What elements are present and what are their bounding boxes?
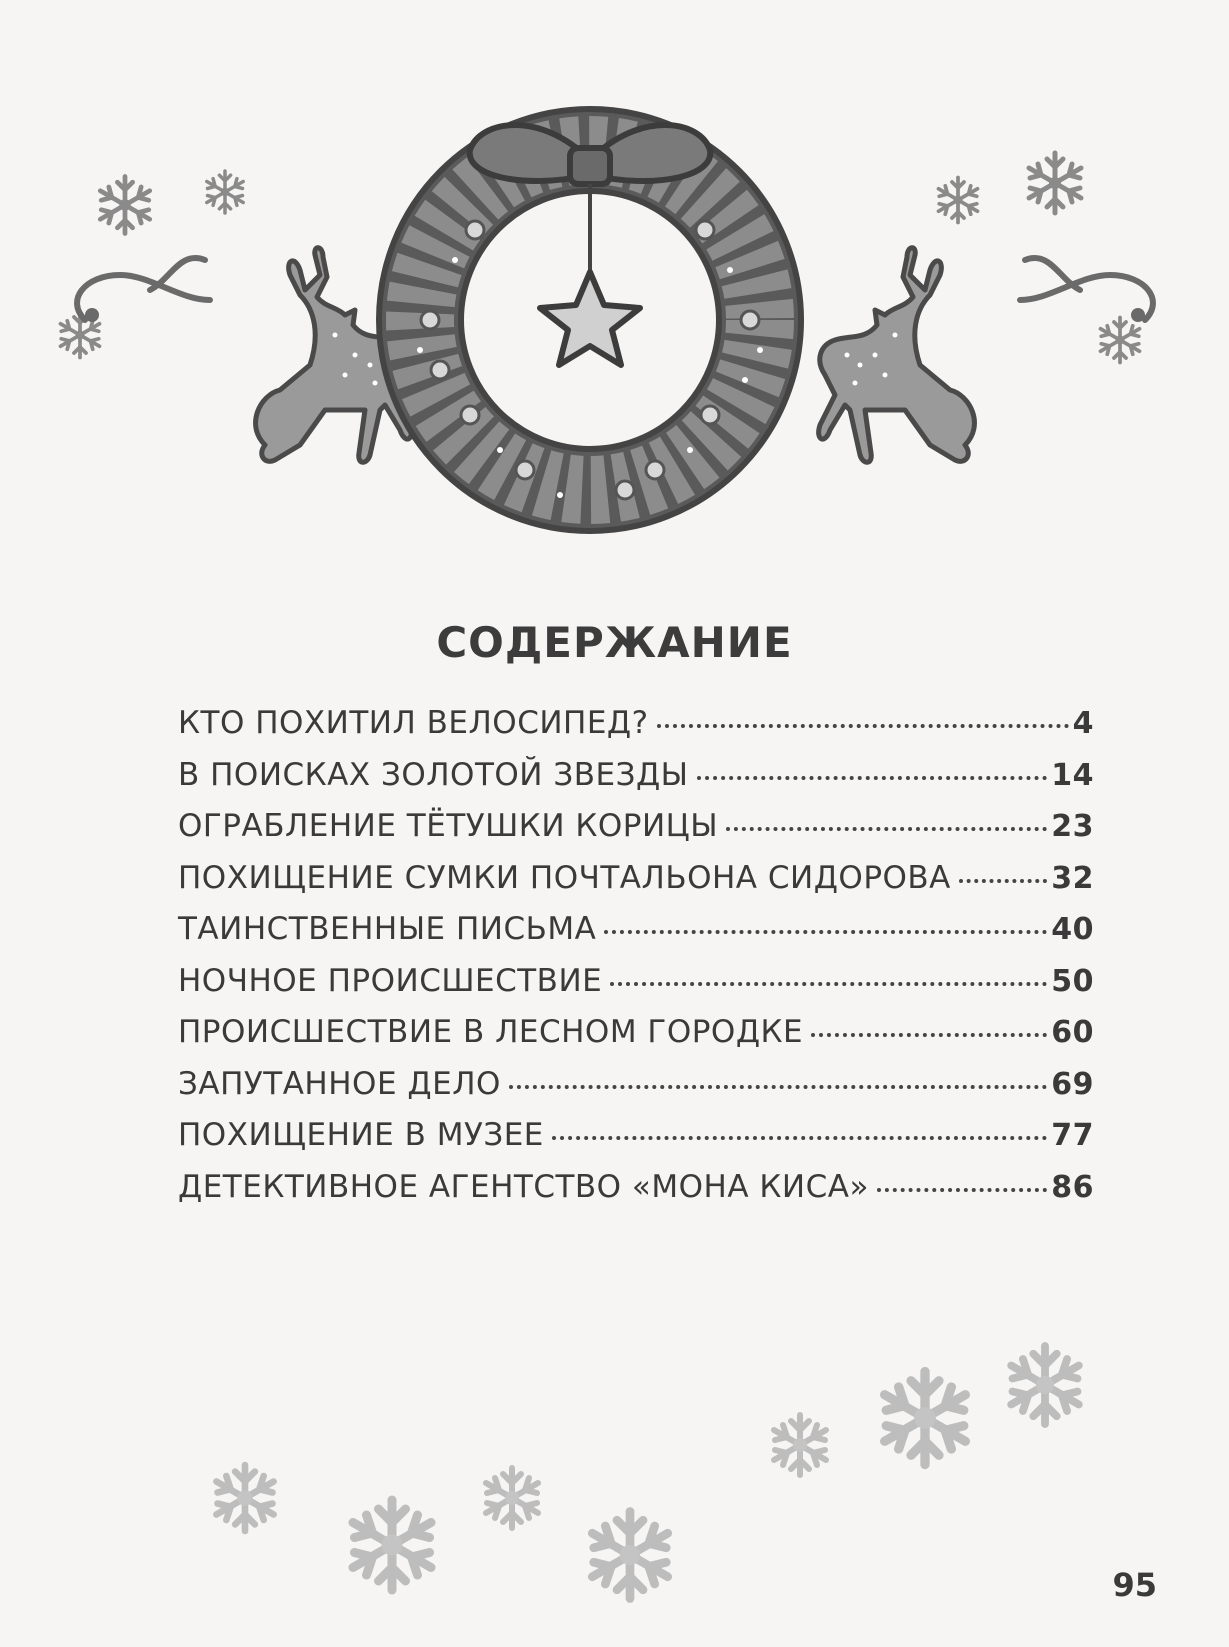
toc-entry[interactable] [178, 705, 1094, 757]
toc-entry-page: 50 [1051, 963, 1094, 999]
toc-entry-title: ТАИНСТВЕННЫЕ ПИСЬМА [178, 911, 597, 947]
dot-leader [877, 1188, 1047, 1192]
toc-entry[interactable] [178, 1169, 1094, 1221]
toc-entry-title: ДЕТЕКТИВНОЕ АГЕНТСТВО «МОНА КИСА» [178, 1168, 869, 1205]
dot-leader [726, 827, 1047, 831]
dot-leader [811, 1033, 1047, 1037]
table-of-contents [178, 705, 1094, 1220]
toc-entry-title: ОГРАБЛЕНИЕ ТЁТУШКИ КОРИЦЫ [178, 808, 719, 844]
dot-leader [509, 1085, 1047, 1089]
toc-entry-page: 32 [1051, 860, 1094, 896]
toc-entry-title: ПРОИСШЕСТВИЕ В ЛЕСНОМ ГОРОДКЕ [178, 1014, 804, 1050]
toc-entry[interactable] [178, 1117, 1094, 1169]
toc-entry[interactable] [178, 911, 1094, 963]
toc-entry-page: 4 [1072, 706, 1094, 741]
toc-entry[interactable] [178, 1014, 1094, 1066]
toc-entry[interactable] [178, 1066, 1094, 1118]
toc-entry[interactable] [178, 963, 1094, 1015]
toc-entry-page: 77 [1051, 1118, 1094, 1153]
dot-leader [657, 724, 1069, 728]
toc-entry-title: НОЧНОЕ ПРОИСШЕСТВИЕ [178, 962, 603, 999]
toc-entry[interactable] [178, 757, 1094, 809]
page-number: 95 [1112, 1566, 1157, 1604]
dot-leader [959, 879, 1047, 883]
toc-heading: СОДЕРЖАНИЕ [436, 618, 793, 667]
dot-leader [697, 776, 1048, 780]
toc-entry-page: 86 [1051, 1169, 1094, 1205]
dot-leader [610, 982, 1047, 986]
toc-entry[interactable] [178, 860, 1094, 912]
toc-entry-title: ПОХИЩЕНИЕ СУМКИ ПОЧТАЛЬОНА СИДОРОВА [178, 859, 951, 896]
toc-entry-page: 23 [1051, 809, 1094, 844]
toc-entry-page: 40 [1051, 912, 1094, 947]
toc-entry-title: КТО ПОХИТИЛ ВЕЛОСИПЕД? [178, 705, 649, 741]
toc-entry-title: В ПОИСКАХ ЗОЛОТОЙ ЗВЕЗДЫ [178, 756, 689, 793]
dot-leader [604, 930, 1047, 934]
dot-leader [552, 1136, 1047, 1140]
toc-entry-page: 14 [1051, 757, 1094, 793]
toc-entry[interactable] [178, 808, 1094, 860]
toc-entry-title: ПОХИЩЕНИЕ В МУЗЕЕ [178, 1117, 544, 1153]
toc-entry-page: 60 [1051, 1015, 1094, 1050]
toc-entry-title: ЗАПУТАННОЕ ДЕЛО [178, 1065, 501, 1102]
toc-entry-page: 69 [1051, 1066, 1094, 1102]
